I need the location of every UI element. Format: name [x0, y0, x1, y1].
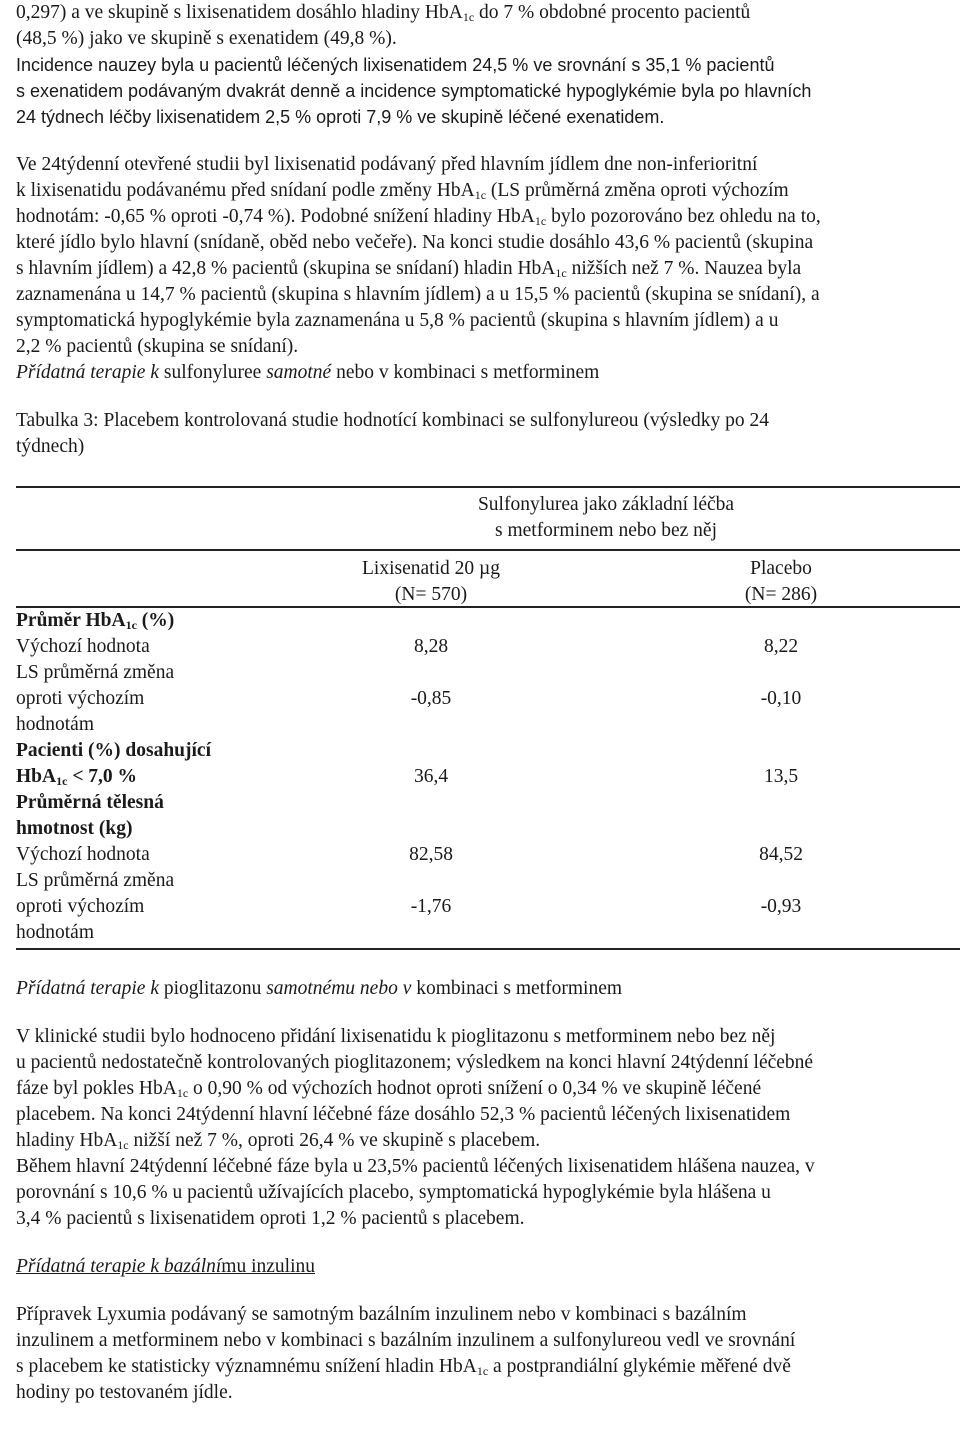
- text-line: které jídlo bylo hlavní (snídaně, oběd nebo večeře). Na konci studie dosáhlo 43,6 % pacientů (skupina: [16, 232, 814, 253]
- section-heading-sulfonylurea: Přídatná terapie k sulfonyluree samotné nebo v kombinaci s metforminem: [16, 362, 600, 383]
- text-line: 2,2 % pacientů (skupina se snídaní).: [16, 336, 299, 357]
- text-line: 3,4 % pacientů s lixisenatidem oproti 1,2 % pacientů s placebem.: [16, 1208, 525, 1229]
- text-line: Přípravek Lyxumia podávaný se samotným bazálním inzulinem nebo v kombinaci s bazálním: [16, 1304, 747, 1325]
- text-line: porovnání s 10,6 % u pacientů užívajících placebo, symptomatická hypoglykémie byla hlášena u: [16, 1182, 771, 1203]
- table-bottom-rule: [16, 948, 960, 950]
- intro-paragraph: [16, 0, 952, 52]
- text-line: V klinické studii bylo hodnoceno přidání lixisenatidu k pioglitazonu s metforminem nebo bez něj: [16, 1026, 776, 1047]
- text-line: placebem. Na konci 24týdenní hlavní léčebné fáze dosáhlo 52,3 % pacientů léčených lixisenatidem: [16, 1104, 791, 1125]
- col-header-lixisenatid: Lixisenatid 20 µg (N= 570): [362, 558, 500, 605]
- main-meal-study-paragraph: [16, 152, 952, 360]
- cell-patients-lixisenatid: 36,4: [413, 766, 449, 787]
- text-line: Ve 24týdenní otevřené studii byl lixisenatid podávaný před hlavním jídlem dne non-inferioritní: [16, 154, 758, 175]
- text-line: zaznamenána u 14,7 % pacientů (skupina s hlavním jídlem) a u 15,5 % pacientů (skupina se snídaní), a: [16, 284, 820, 305]
- text-line: k lixisenatidu podávanému před snídaní podle změny HbA$_{1c}$ (LS průměrná změna oproti výchozím: [16, 180, 789, 202]
- text-line: s placebem ke statisticky významnému snížení hladin HbA$_{1c}$ a postprandiální glykémie měřené dvě: [16, 1356, 791, 1378]
- text-line: symptomatická hypoglykémie byla zaznamenána u 5,8 % pacientů (skupina s hlavním jídlem) a u: [16, 310, 779, 331]
- text-line: hodiny po testovaném jídle.: [16, 1382, 233, 1403]
- text-line: s hlavním jídlem) a 42,8 % pacientů (skupina se snídaní) hladin HbA$_{1c}$ nižších než 7 %. Nauzea byla: [16, 258, 802, 280]
- row-label-weight-ls-change: LS průměrná změna: [16, 870, 175, 891]
- text-line: 24 týdnech léčby lixisenatidem 2,5 % oproti 7,9 % ve skupině léčené exenatidem.: [16, 107, 665, 127]
- cell-weight-baseline-lixisenatid: 82,58: [409, 844, 453, 865]
- row-title-patients: Pacienti (%) dosahující: [16, 740, 211, 761]
- cell-weight-ls-placebo: -0,93: [760, 896, 802, 917]
- row-title-weight: Průměrná tělesná: [16, 792, 164, 813]
- text-line: 0,297) a ve skupině s lixisenatidem dosáhlo hladiny HbA$_{1c}$ do 7 % obdobné procento pacientů: [16, 2, 751, 24]
- text-line: inzulinem a metforminem nebo v kombinaci s bazálním inzulinem a sulfonylureou vedl ve srovnání: [16, 1330, 796, 1351]
- document-page: [16, 0, 952, 1406]
- cell-weight-ls-lixisenatid: -1,76: [410, 896, 452, 917]
- text-line: u pacientů nedostatečně kontrolovaných pioglitazonem; výsledkem na konci hlavní 24týdenní léčebné: [16, 1052, 814, 1073]
- cell-hba1c-baseline-lixisenatid: 8,28: [413, 636, 449, 657]
- text-line: (48,5 %) jako ve skupině s exenatidem (49,8 %).: [16, 28, 397, 49]
- group-header-rule: [16, 549, 960, 551]
- section-heading-pioglitazone: Přídatná terapie k pioglitazonu samotnému nebo v kombinaci s metforminem: [16, 978, 623, 999]
- basal-insulin-paragraph: [16, 1302, 952, 1406]
- text-line: Během hlavní 24týdenní léčebné fáze byla u 23,5% pacientů léčených lixisenatidem hlášena nauzea, v: [16, 1156, 815, 1177]
- text-line: Incidence nauzey byla u pacientů léčených lixisenatidem 24,5 % ve srovnání s 35,1 % pacientů: [16, 55, 775, 75]
- cell-hba1c-baseline-placebo: 8,22: [763, 636, 799, 657]
- text-line: fáze byl pokles HbA$_{1c}$ o 0,90 % od výchozích hodnot oproti snížení o 0,34 % ve skupině léčené: [16, 1078, 762, 1100]
- pioglitazone-paragraph: [16, 1024, 952, 1232]
- row-label-ls-change: LS průměrná změna: [16, 662, 175, 683]
- row-labels: Průměr HbA$_{1c}$ (%) Výchozí hodnota LS průměrná změna oproti výchozím hodnotám Pacienti (%) dosahující HbA$_{1c}$ < 7,0 % Průměrná tělesná hmotnost (kg) Výchozí hodnota LS průměrná změna oproti výchozím hodnotám: [16, 608, 316, 946]
- table-caption: Tabulka 3: Placebem kontrolovaná studie hodnotící kombinaci se sulfonylureou (výsledky po 24 týdnech): [16, 410, 770, 457]
- row-title-hba1c: Průměr HbA$_{1c}$ (%): [16, 610, 175, 632]
- cell-hba1c-ls-lixisenatid: -0,85: [410, 688, 452, 709]
- cell-hba1c-ls-placebo: -0,10: [760, 688, 802, 709]
- table-group-header: Sulfonylurea jako základní léčba s metforminem nebo bez něj: [477, 494, 735, 541]
- text-line: hladiny HbA$_{1c}$ nižší než 7 %, oproti 26,4 % ve skupině s placebem.: [16, 1130, 541, 1152]
- row-label-baseline: Výchozí hodnota: [16, 636, 150, 657]
- col-header-placebo: Placebo (N= 286): [744, 558, 818, 605]
- row-label-weight-baseline: Výchozí hodnota: [16, 844, 150, 865]
- cell-weight-baseline-placebo: 84,52: [759, 844, 803, 865]
- results-table-3: [16, 486, 960, 956]
- table-top-rule: [16, 486, 960, 488]
- nausea-paragraph: [16, 52, 952, 130]
- section-heading-basal-insulin: Přídatná terapie k bazálnímu inzulinu: [16, 1256, 315, 1277]
- cell-patients-placebo: 13,5: [763, 766, 799, 787]
- text-line: s exenatidem podávaným dvakrát denně a incidence symptomatické hypoglykémie byla po hlavních: [16, 81, 812, 101]
- text-line: hodnotám: -0,65 % oproti -0,74 %). Podobné snížení hladiny HbA$_{1c}$ bylo pozorováno bez ohledu na to,: [16, 206, 821, 228]
